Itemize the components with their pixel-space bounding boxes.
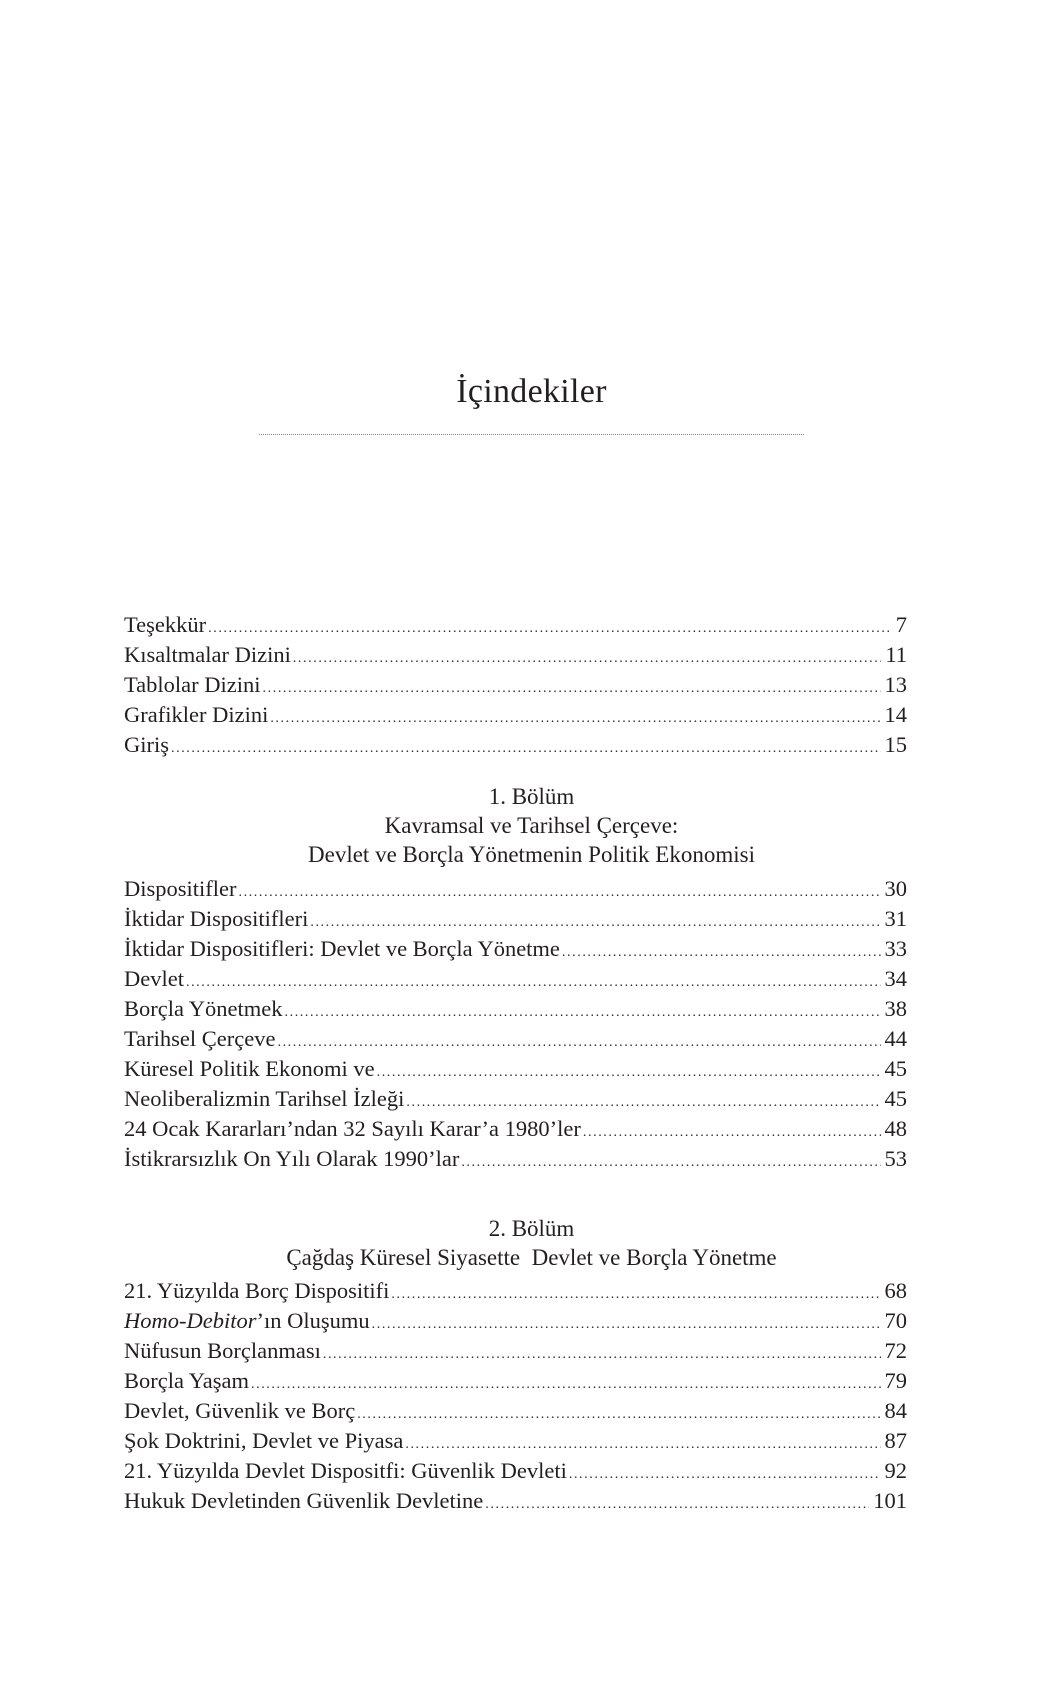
toc-entry[interactable] <box>124 610 907 640</box>
toc-entry-page: 53 <box>884 1146 907 1171</box>
toc-entry-label: Devlet, Güvenlik ve Borç <box>124 1398 356 1423</box>
toc-entry[interactable] <box>124 1084 907 1114</box>
toc-entry-label: Neoliberalizmin Tarihsel İzleği <box>124 1086 405 1111</box>
toc-entry-label: Şok Doktrini, Devlet ve Piyasa <box>124 1428 404 1453</box>
toc-entry-page: 13 <box>884 672 907 697</box>
toc-entry-page: 30 <box>884 876 907 901</box>
chapter-1-title-line-1: Kavramsal ve Tarihsel Çerçeve: <box>384 813 679 838</box>
toc-entry[interactable] <box>124 1456 907 1486</box>
toc-entry[interactable] <box>124 874 907 904</box>
toc-entry-label: Devlet <box>124 966 184 991</box>
dot-leader <box>562 938 881 968</box>
chapter-2-list <box>124 1276 907 1516</box>
toc-entry-label: Grafikler Dizini <box>124 702 269 727</box>
page-title: İçindekiler <box>456 373 607 410</box>
toc-entry-label: Küresel Politik Ekonomi ve <box>124 1056 375 1081</box>
toc-entry-page: 38 <box>884 996 907 1021</box>
toc-entry[interactable] <box>124 1024 907 1054</box>
dot-leader <box>461 1148 880 1178</box>
dot-leader <box>186 968 881 998</box>
toc-entry[interactable] <box>124 670 907 700</box>
toc-entry-page: 34 <box>884 966 907 991</box>
toc-entry-label: 24 Ocak Kararları’ndan 32 Sayılı Karar’a 1980’ler <box>124 1116 581 1141</box>
chapter-1-title-line-2: Devlet ve Borçla Yönetmenin Politik Ekonomisi <box>308 842 755 867</box>
toc-entry[interactable] <box>124 1336 907 1366</box>
dot-leader <box>391 1280 880 1310</box>
toc-entry-label: Giriş <box>124 732 169 757</box>
toc-entry-page: 92 <box>884 1458 907 1483</box>
front-matter-list <box>124 610 907 760</box>
toc-entry[interactable] <box>124 1426 907 1456</box>
toc-entry-page: 45 <box>884 1056 907 1081</box>
toc-entry-page: 44 <box>884 1026 907 1051</box>
toc-entry-label: Tablolar Dizini <box>124 672 261 697</box>
chapter-1-number: 1. Bölüm <box>488 784 575 809</box>
toc-entry[interactable] <box>124 1306 907 1336</box>
dot-leader <box>293 644 882 674</box>
dot-leader <box>270 704 880 734</box>
toc-entry-label: Tarihsel Çerçeve <box>124 1026 276 1051</box>
toc-entry[interactable] <box>124 730 907 760</box>
toc-entry[interactable] <box>124 904 907 934</box>
toc-entry[interactable] <box>124 700 907 730</box>
dot-leader <box>208 614 892 644</box>
toc-entry-page: 48 <box>884 1116 907 1141</box>
chapter-2-title: Çağdaş Küresel Siyasette Devlet ve Borçla Yönetme <box>286 1245 777 1270</box>
toc-entry[interactable] <box>124 964 907 994</box>
toc-entry-label-italic: Homo-Debitor <box>124 1308 257 1333</box>
toc-entry[interactable] <box>124 1114 907 1144</box>
chapter-2-number: 2. Bölüm <box>488 1216 575 1241</box>
toc-entry-label: Borçla Yaşam <box>124 1368 249 1393</box>
toc-entry-page: 45 <box>884 1086 907 1111</box>
chapter-1-list <box>124 874 907 1174</box>
toc-entry-page: 15 <box>884 732 907 757</box>
toc-entry-page: 79 <box>884 1368 907 1393</box>
title-divider <box>259 434 804 435</box>
toc-entry-label: 21. Yüzyılda Borç Dispositifi <box>124 1278 390 1303</box>
toc-entry-page: 33 <box>884 936 907 961</box>
toc-entry-label <box>124 1306 372 1336</box>
dot-leader <box>171 734 881 764</box>
toc-entry-page: 14 <box>884 702 907 727</box>
toc-entry-label: Hukuk Devletinden Güvenlik Devletine <box>124 1488 484 1513</box>
chapter-1-heading <box>0 782 1063 869</box>
toc-entry-label: İktidar Dispositifleri <box>124 906 309 931</box>
toc-entry[interactable] <box>124 1054 907 1084</box>
dot-leader <box>285 998 881 1028</box>
toc-entry-label: Borçla Yönetmek <box>124 996 283 1021</box>
dot-leader <box>357 1400 880 1430</box>
dot-leader <box>583 1118 881 1148</box>
toc-entry-page: 70 <box>884 1308 907 1333</box>
toc-entry-label: 21. Yüzyılda Devlet Dispositfi: Güvenlik Devleti <box>124 1458 567 1483</box>
dot-leader <box>323 1340 881 1370</box>
dot-leader <box>239 878 881 908</box>
toc-entry[interactable] <box>124 994 907 1024</box>
toc-entry-page: 11 <box>885 642 907 667</box>
toc-entry-label: Dispositifler <box>124 876 237 901</box>
toc-entry-page: 68 <box>884 1278 907 1303</box>
dot-leader <box>485 1490 869 1520</box>
toc-entry[interactable] <box>124 1366 907 1396</box>
toc-entry[interactable] <box>124 1144 907 1174</box>
toc-entry[interactable] <box>124 640 907 670</box>
toc-entry[interactable] <box>124 1276 907 1306</box>
toc-entry-label: Kısaltmalar Dizini <box>124 642 291 667</box>
toc-entry-page: 31 <box>884 906 907 931</box>
toc-entry[interactable] <box>124 1486 907 1516</box>
toc-entry[interactable] <box>124 1396 907 1426</box>
chapter-2-heading <box>0 1214 1063 1272</box>
toc-entry-page: 72 <box>884 1338 907 1363</box>
toc-entry-page: 87 <box>884 1428 907 1453</box>
toc-entry-label: Nüfusun Borçlanması <box>124 1338 321 1363</box>
dot-leader <box>569 1460 881 1490</box>
toc-entry-label: İktidar Dispositifleri: Devlet ve Borçla Yönetme <box>124 936 560 961</box>
toc-entry-label: Teşekkür <box>124 612 207 637</box>
toc-entry-label-rest: ’ın Oluşumu <box>256 1308 370 1333</box>
toc-entry-label: İstikrarsızlık On Yılı Olarak 1990’lar <box>124 1146 460 1171</box>
toc-entry-page: 84 <box>884 1398 907 1423</box>
dot-leader <box>263 674 881 704</box>
toc-entry[interactable] <box>124 934 907 964</box>
dot-leader <box>377 1058 881 1088</box>
toc-entry-page: 101 <box>873 1488 907 1513</box>
toc-entry-page: 7 <box>895 612 907 637</box>
dot-leader <box>372 1310 881 1340</box>
